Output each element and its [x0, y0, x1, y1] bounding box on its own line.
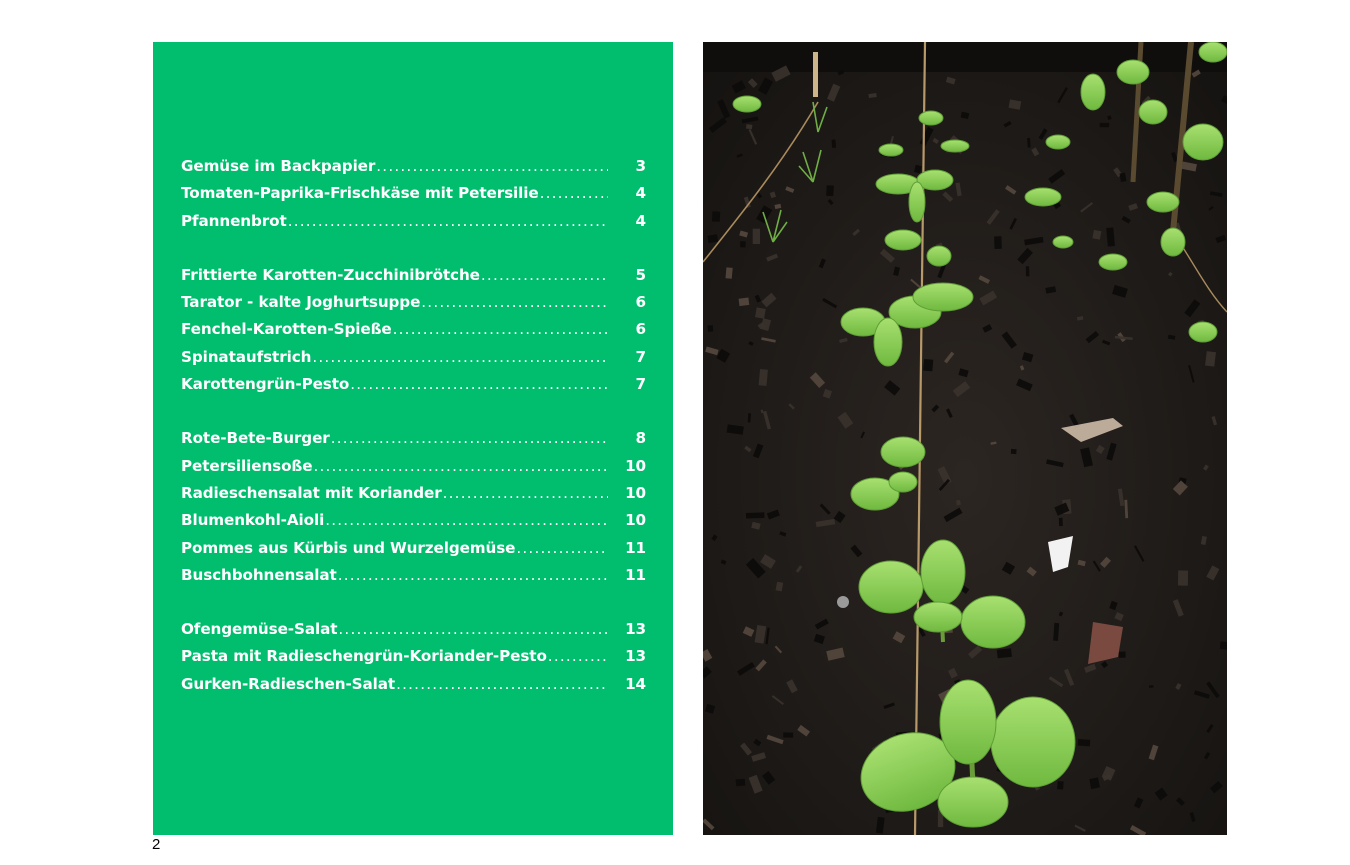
toc-entry-title: Gemüse im Backpapier: [181, 157, 376, 175]
toc-entry-title: Fenchel-Karotten-Spieße: [181, 320, 392, 339]
toc-entry[interactable]: [181, 266, 646, 293]
toc-entry-page: 3: [635, 157, 646, 175]
toc-entry[interactable]: [181, 484, 646, 511]
toc-entry-page: 11: [625, 565, 646, 584]
toc-entry[interactable]: [181, 157, 646, 184]
toc-entry-page: 4: [635, 211, 646, 230]
toc-dot-leader: [393, 320, 608, 338]
toc-entry-page: 10: [625, 456, 646, 475]
seedlings-image: [703, 42, 1227, 835]
toc-entry[interactable]: [181, 348, 646, 375]
toc-entry-title: Ofengemüse-Salat: [181, 620, 338, 639]
toc-dot-leader: [325, 511, 608, 529]
toc-entry[interactable]: [181, 184, 646, 211]
toc-dot-leader: [312, 348, 608, 366]
toc-group: [181, 266, 646, 402]
toc-dot-leader: [331, 429, 608, 447]
toc-entry[interactable]: [181, 293, 646, 320]
seedlings-photo: [703, 42, 1227, 835]
toc-entry[interactable]: [181, 675, 646, 702]
toc-entry[interactable]: [181, 566, 646, 593]
toc-entry-title: Buschbohnensalat: [181, 565, 337, 584]
toc-dot-leader: [313, 457, 608, 475]
toc-entry[interactable]: [181, 620, 646, 647]
toc-group: [181, 620, 646, 702]
toc-entry-title: Tomaten-Paprika-Frischkäse mit Petersilie: [181, 184, 539, 203]
toc-entry-page: 7: [635, 375, 646, 394]
toc-group: [181, 429, 646, 593]
toc-entry-page: 6: [635, 320, 646, 339]
toc-dot-leader: [338, 566, 608, 584]
toc-entry-page: 4: [635, 184, 646, 203]
toc-entry-title: Rote-Bete-Burger: [181, 429, 330, 448]
toc-list: [181, 157, 646, 729]
toc-entry-title: Pfannenbrot: [181, 211, 287, 230]
toc-entry-page: 13: [625, 647, 646, 666]
toc-entry-page: 13: [625, 620, 646, 639]
toc-entry-title: Radieschensalat mit Koriander: [181, 483, 442, 502]
toc-entry-title: Pasta mit Radieschengrün-Koriander-Pesto: [181, 647, 547, 666]
toc-entry-title: Blumenkohl-Aioli: [181, 511, 325, 530]
toc-dot-leader: [288, 212, 608, 230]
toc-entry-page: 6: [635, 293, 646, 312]
toc-entry-title: Gurken-Radieschen-Salat: [181, 674, 396, 693]
toc-entry[interactable]: [181, 457, 646, 484]
toc-entry-page: 5: [635, 265, 646, 284]
toc-entry-title: Frittierte Karotten-Zucchinibrötche: [181, 265, 480, 284]
toc-entry-title: Pommes aus Kürbis und Wurzelgemüse: [181, 538, 516, 557]
toc-dot-leader: [350, 375, 608, 393]
toc-dot-leader: [548, 647, 608, 665]
toc-entry[interactable]: [181, 375, 646, 402]
toc-entry-page: 8: [635, 429, 646, 448]
toc-entry-page: 11: [625, 538, 646, 557]
toc-dot-leader: [396, 675, 608, 693]
toc-entry-page: 10: [625, 483, 646, 502]
toc-dot-leader: [481, 266, 608, 284]
toc-entry[interactable]: [181, 320, 646, 347]
toc-entry[interactable]: [181, 212, 646, 239]
toc-entry[interactable]: [181, 647, 646, 674]
toc-entry-title: Petersiliensoße: [181, 456, 313, 475]
toc-entry[interactable]: [181, 539, 646, 566]
page-number: 2: [152, 836, 161, 853]
toc-group: [181, 157, 646, 239]
table-of-contents-panel: [153, 42, 673, 835]
toc-dot-leader: [421, 293, 608, 311]
toc-entry-page: 14: [625, 674, 646, 693]
toc-dot-leader: [376, 157, 608, 175]
toc-dot-leader: [443, 484, 608, 502]
toc-dot-leader: [516, 539, 608, 557]
toc-entry-title: Spinataufstrich: [181, 347, 312, 366]
toc-entry[interactable]: [181, 429, 646, 456]
toc-entry-title: Tarator - kalte Joghurtsuppe: [181, 293, 421, 312]
toc-entry[interactable]: [181, 511, 646, 538]
toc-dot-leader: [338, 620, 608, 638]
toc-dot-leader: [540, 184, 608, 202]
toc-entry-page: 7: [635, 347, 646, 366]
toc-entry-page: 10: [625, 511, 646, 530]
toc-entry-title: Karottengrün-Pesto: [181, 375, 350, 394]
